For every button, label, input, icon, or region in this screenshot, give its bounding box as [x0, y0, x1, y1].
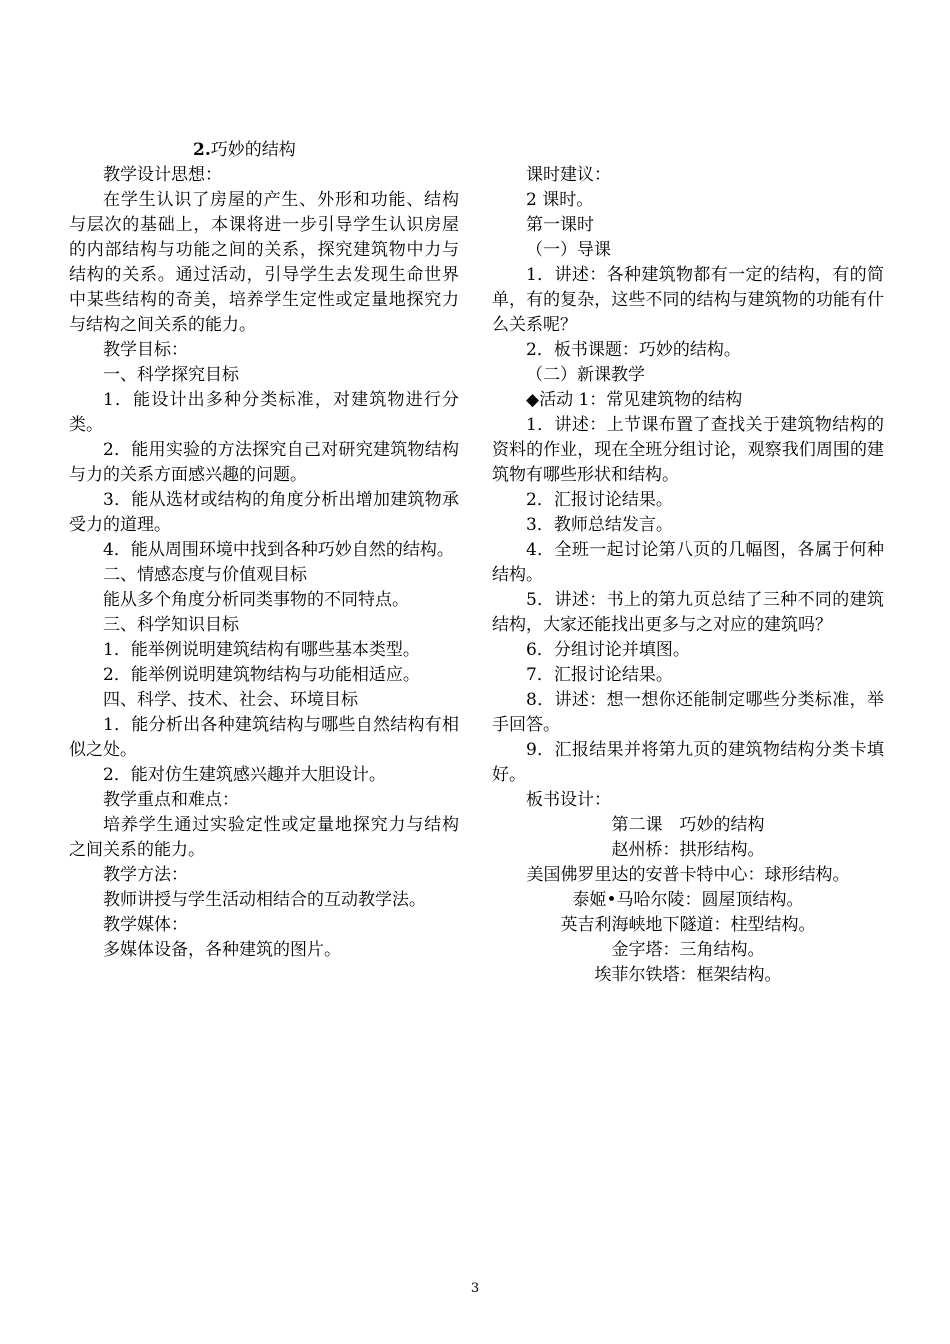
right-paragraph: 8．讲述：想一想你还能制定哪些分类标准，举手回答。	[492, 690, 884, 735]
left-column	[69, 138, 459, 963]
page-number: 3	[470, 1281, 480, 1296]
lesson-title	[69, 138, 459, 163]
right-paragraph: 板书设计：	[526, 790, 611, 810]
left-paragraph: 3．能从选材或结构的角度分析出增加建筑物承受力的道理。	[69, 490, 459, 535]
left-paragraph: 教学重点和难点：	[103, 790, 239, 810]
left-paragraph: 三、科学知识目标	[103, 615, 239, 635]
left-paragraph: 2．能举例说明建筑物结构与功能相适应。	[103, 665, 420, 685]
left-paragraph: 1．能设计出多种分类标准，对建筑物进行分类。	[69, 390, 459, 435]
left-paragraph: 教师讲授与学生活动相结合的互动教学法。	[103, 890, 426, 910]
right-paragraph: 美国佛罗里达的安普卡特中心：球形结构。	[526, 865, 850, 885]
right-paragraph: 9．汇报结果并将第九页的建筑物结构分类卡填好。	[492, 740, 884, 785]
right-paragraph: 第一课时	[526, 215, 594, 235]
right-paragraph: 2 课时。	[526, 190, 594, 210]
left-paragraph: 四、科学、技术、社会、环境目标	[103, 690, 358, 710]
left-paragraph: 二、情感态度与价值观目标	[103, 565, 307, 585]
right-paragraph: 4．全班一起讨论第八页的几幅图，各属于何种结构。	[492, 540, 884, 585]
right-paragraph: 金字塔：三角结构。	[611, 940, 765, 960]
left-paragraph: 多媒体设备，各种建筑的图片。	[103, 940, 341, 960]
right-paragraph: （一）导课	[526, 240, 611, 260]
left-paragraph: 教学媒体：	[103, 915, 188, 935]
right-paragraph: 6．分组讨论并填图。	[526, 640, 690, 660]
left-paragraph: 教学方法：	[103, 865, 188, 885]
right-paragraph: （二）新课教学	[526, 365, 645, 385]
right-paragraph: 2．板书课题：巧妙的结构。	[526, 340, 741, 360]
right-paragraph: 5．讲述：书上的第九页总结了三种不同的建筑结构，大家还能找出更多与之对应的建筑吗？	[492, 590, 884, 635]
left-paragraph: 在学生认识了房屋的产生、外形和功能、结构与层次的基础上，本课将进一步引导学生认识房屋的内部结构与功能之间的关系，探究建筑物中力与结构的关系。通过活动，引导学生去发现生命世界中某些结构的奇美，培养学生定性或定量地探究力与结构之间关系的能力。	[69, 190, 459, 335]
right-paragraph: 埃菲尔铁塔：框架结构。	[594, 965, 782, 985]
right-paragraph: 第二课 巧妙的结构	[611, 815, 765, 835]
right-column	[492, 163, 884, 988]
right-paragraph: ◆活动 1：常见建筑物的结构	[526, 390, 743, 410]
left-paragraph: 1．能举例说明建筑结构有哪些基本类型。	[103, 640, 420, 660]
left-paragraph: 2．能用实验的方法探究自己对研究建筑物结构与力的关系方面感兴趣的问题。	[69, 440, 459, 485]
left-paragraph: 2．能对仿生建筑感兴趣并大胆设计。	[103, 765, 386, 785]
right-paragraph: 2．汇报讨论结果。	[526, 490, 673, 510]
left-paragraph: 教学设计思想：	[103, 165, 222, 185]
left-paragraph: 教学目标：	[103, 340, 188, 360]
right-paragraph: 课时建议：	[526, 165, 611, 185]
lesson-number: 2.	[193, 140, 211, 160]
left-paragraph: 培养学生通过实验定性或定量地探究力与结构之间关系的能力。	[69, 815, 459, 860]
left-paragraph: 一、科学探究目标	[103, 365, 239, 385]
right-paragraph: 1．讲述：各种建筑物都有一定的结构，有的简单，有的复杂，这些不同的结构与建筑物的功能有什么关系呢？	[492, 265, 884, 335]
left-paragraph: 1．能分析出各种建筑结构与哪些自然结构有相似之处。	[69, 715, 459, 760]
right-paragraph: 1．讲述：上节课布置了查找关于建筑物结构的资料的作业，现在全班分组讨论，观察我们周围的建筑物有哪些形状和结构。	[492, 415, 884, 485]
right-paragraph: 7．汇报讨论结果。	[526, 665, 673, 685]
left-paragraph: 4．能从周围环境中找到各种巧妙自然的结构。	[103, 540, 454, 560]
right-paragraph: 泰姬•马哈尔陵：圆屋顶结构。	[572, 890, 804, 910]
right-paragraph: 赵州桥：拱形结构。	[611, 840, 765, 860]
right-paragraph: 3．教师总结发言。	[526, 515, 673, 535]
left-paragraph: 能从多个角度分析同类事物的不同特点。	[103, 590, 409, 610]
lesson-title-text: 巧妙的结构	[210, 140, 296, 160]
right-paragraph: 英吉利海峡地下隧道：柱型结构。	[560, 915, 816, 935]
